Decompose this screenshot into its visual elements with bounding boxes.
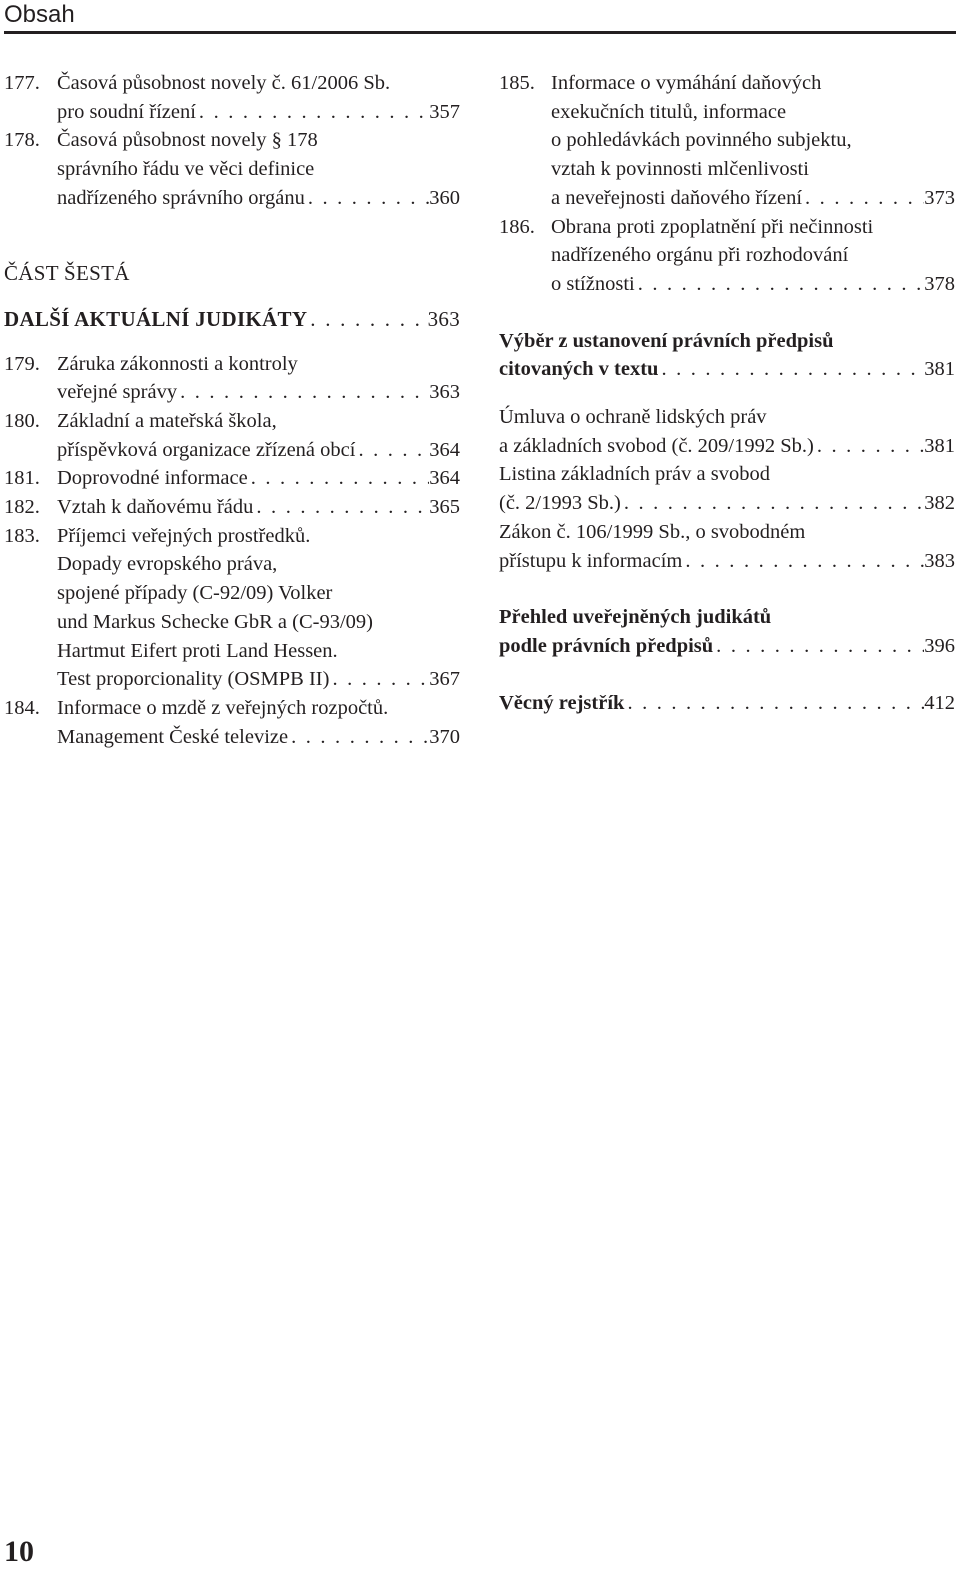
page-ref: 370: [429, 725, 460, 748]
dot-leader: [814, 432, 924, 461]
entry-number: 180.: [4, 409, 40, 432]
page-ref: 364: [429, 467, 460, 490]
dot-leader: [658, 355, 924, 384]
dot-leader: [329, 665, 429, 694]
dot-leader: [621, 489, 924, 518]
entry-line: spojené případy (C-92/09) Volker: [57, 582, 333, 605]
toc-section-prehled[interactable]: [499, 603, 955, 660]
part-subtitle: DALŠÍ AKTUÁLNÍ JUDIKÁTY: [4, 306, 308, 331]
page-ref: 364: [429, 438, 460, 461]
toc-entry-179[interactable]: [4, 350, 460, 407]
page-ref: 357: [429, 100, 460, 123]
entry-line: und Markus Schecke GbR a (C-93/09): [57, 610, 373, 633]
entry-number: 181.: [4, 467, 40, 490]
toc-entry-177[interactable]: [4, 69, 460, 126]
toc-part-heading[interactable]: [4, 305, 460, 334]
toc-entry-umluva[interactable]: [499, 403, 955, 460]
page-ref: 383: [924, 549, 955, 572]
entry-line: Informace o mzdě z veřejných rozpočtů.: [57, 696, 389, 719]
entry-line: Obrana proti zpoplatnění při nečinnosti: [551, 215, 874, 238]
toc-section-rejstrik[interactable]: [499, 689, 955, 718]
page-ref: 381: [924, 434, 955, 457]
toc-entry-178[interactable]: [4, 126, 460, 212]
entry-line: Časová působnost novely § 178: [57, 129, 318, 152]
entry-line: Vztah k daňovému řádu: [57, 496, 254, 519]
dot-leader: [802, 184, 924, 213]
entry-line: Časová působnost novely č. 61/2006 Sb.: [57, 72, 391, 94]
page-ref: 412: [924, 691, 955, 714]
page-ref: 373: [924, 186, 955, 209]
entry-line: Hartmut Eifert proti Land Hessen.: [57, 639, 338, 662]
page-ref: 378: [924, 272, 955, 295]
entry-line: Listina základních práv a svobod: [499, 463, 770, 486]
dot-leader: [196, 98, 429, 127]
dot-leader: [305, 184, 429, 213]
entry-number: 177.: [4, 72, 40, 94]
section-heading-line: citovaných v textu: [499, 358, 659, 381]
entry-line: správního řádu ve věci definice: [57, 158, 315, 181]
entry-line: veřejné správy: [57, 381, 178, 404]
dot-leader: [682, 547, 924, 576]
entry-number: 179.: [4, 352, 40, 375]
section-heading-line: Výběr z ustanovení právních předpisů: [499, 329, 834, 352]
dot-leader: [635, 270, 925, 299]
entry-line: pro soudní řízení: [57, 100, 196, 123]
toc-entry-185[interactable]: [499, 69, 955, 213]
entry-line: a základních svobod (č. 209/1992 Sb.): [499, 434, 814, 457]
entry-line: nadřízeného správního orgánu: [57, 186, 305, 209]
toc-entry-184[interactable]: [4, 694, 460, 751]
toc-entry-183[interactable]: [4, 522, 460, 694]
entry-line: Příjemci veřejných prostředků.: [57, 524, 311, 547]
dot-leader: [713, 632, 924, 661]
entry-line: Management České televize: [57, 725, 289, 748]
entry-line: Test proporcionality (OSMPB II): [57, 668, 330, 691]
entry-line: Úmluva o ochraně lidských práv: [499, 406, 767, 429]
page-ref: 396: [924, 634, 955, 657]
dot-leader: [248, 464, 430, 493]
entry-line: vztah k povinnosti mlčenlivosti: [551, 158, 809, 181]
dot-leader: [355, 436, 429, 465]
section-heading-line: podle právních předpisů: [499, 634, 714, 657]
entry-line: Doprovodné informace: [57, 467, 248, 490]
dot-leader: [253, 493, 429, 522]
toc-entry-zakon[interactable]: [499, 518, 955, 575]
header-divider: [4, 31, 956, 34]
dot-leader: [307, 305, 427, 334]
part-title: ČÁST ŠESTÁ: [4, 260, 130, 285]
page-ref: 367: [429, 668, 460, 691]
toc-entry-180[interactable]: [4, 407, 460, 464]
toc-entry-182[interactable]: [4, 493, 460, 522]
toc-entry-181[interactable]: [4, 464, 460, 493]
entry-number: 186.: [499, 215, 535, 238]
entry-line: Základní a mateřská škola,: [57, 409, 277, 432]
entry-number: 182.: [4, 496, 40, 519]
page-ref: 363: [427, 306, 460, 331]
entry-line: o pohledávkách povinného subjektu,: [551, 129, 852, 152]
section-heading-line: Přehled uveřejněných judikátů: [499, 606, 772, 629]
entry-line: přístupu k informacím: [499, 549, 683, 572]
page-ref: 360: [429, 186, 460, 209]
entry-line: Zákon č. 106/1999 Sb., o svobodném: [499, 520, 806, 543]
entry-line: o stížnosti: [551, 272, 635, 295]
dot-leader: [624, 689, 924, 718]
entry-number: 178.: [4, 129, 40, 152]
toc-entry-listina[interactable]: [499, 460, 955, 517]
page-ref: 363: [429, 381, 460, 404]
entry-line: nadřízeného orgánu při rozhodování: [551, 244, 849, 267]
toc-left-column: [4, 69, 460, 751]
page-ref: 381: [924, 358, 955, 381]
entry-number: 184.: [4, 696, 40, 719]
dot-leader: [288, 723, 429, 752]
entry-number: 183.: [4, 524, 40, 547]
entry-line: (č. 2/1993 Sb.): [499, 492, 621, 515]
dot-leader: [177, 378, 429, 407]
entry-line: Informace o vymáhání daňových: [551, 72, 822, 94]
toc-section-vyber[interactable]: [499, 327, 955, 384]
section-heading-line: Věcný rejstřík: [499, 691, 625, 714]
page-ref: 382: [924, 492, 955, 515]
entry-line: Dopady evropského práva,: [57, 553, 278, 576]
entry-number: 185.: [499, 72, 535, 94]
toc-entry-186[interactable]: [499, 213, 955, 299]
entry-line: příspěvková organizace zřízená obcí: [57, 438, 356, 461]
toc-right-column: [499, 69, 955, 717]
entry-line: exekučních titulů, informace: [551, 100, 787, 123]
page-header-title: Obsah: [4, 1, 75, 28]
entry-line: Záruka zákonnosti a kontroly: [57, 352, 298, 375]
entry-line: a neveřejnosti daňového řízení: [551, 186, 803, 209]
page-number: 10: [4, 1535, 34, 1568]
page-ref: 365: [429, 496, 460, 519]
